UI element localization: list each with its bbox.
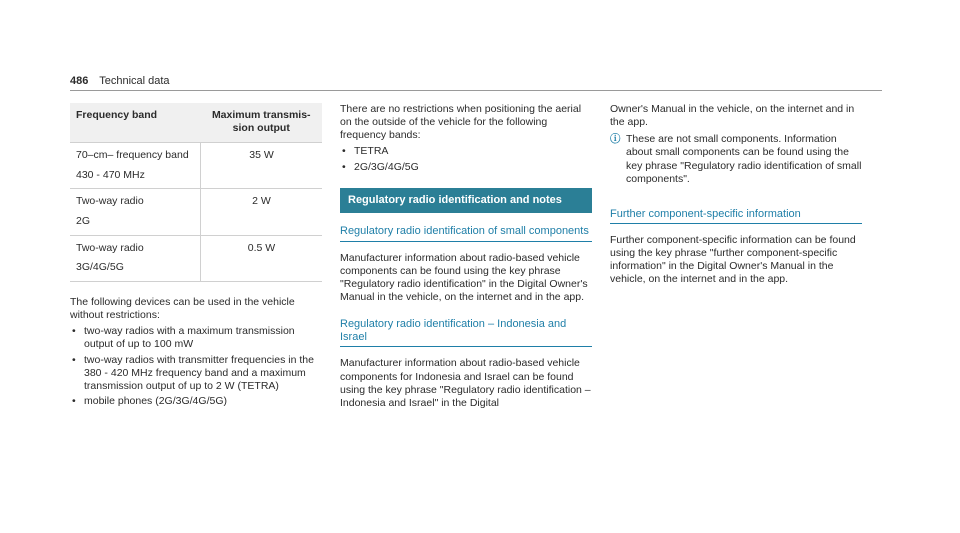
page-header — [70, 75, 170, 89]
table-row — [70, 235, 322, 281]
list-item-text: 2G/3G/4G/5G — [354, 160, 419, 173]
subheading-further-info: Further component-specific information — [610, 208, 862, 224]
band-cell — [70, 235, 201, 281]
bands-list — [340, 145, 592, 173]
output-cell: 35 W — [201, 143, 323, 189]
column-3 — [610, 103, 862, 286]
band-name: Two-way radio — [76, 241, 144, 254]
subheading-small-components: Regulatory radio identification of small components — [340, 225, 592, 241]
band-range: 430 - 470 MHz — [76, 168, 145, 181]
list-item-text: mobile phones (2G/3G/4G/5G) — [84, 394, 227, 407]
info-note — [610, 133, 862, 186]
page-number: 486 — [70, 75, 89, 87]
small-components-text: Manufacturer information about radio-based vehicle components can be found using the key phrase "Regulatory radio identification" in the Digital Owner's Manual in the vehicle, on the internet and in the app. — [340, 251, 588, 303]
band-cell — [70, 189, 201, 235]
output-cell: 0.5 W — [201, 235, 323, 281]
bullet-icon: • — [72, 394, 76, 407]
list-item — [340, 145, 592, 158]
list-item — [340, 161, 592, 174]
band-cell — [70, 143, 201, 189]
header-max-output-line1: Maximum transmis- — [211, 109, 311, 121]
bullet-icon: • — [72, 325, 76, 338]
band-range: 3G/4G/5G — [76, 261, 124, 274]
bullet-icon: • — [342, 160, 346, 173]
continued-text: Owner's Manual in the vehicle, on the internet and in the app. — [610, 103, 855, 129]
column-2 — [340, 103, 592, 410]
header-divider — [70, 90, 882, 91]
frequency-table — [70, 103, 322, 282]
further-info-text: Further component-specific information can be found using the key phrase "further component-specific information" in the Digital Owner's Manual in the vehicle, on the internet and in the app. — [610, 233, 856, 286]
bullet-icon: • — [72, 353, 76, 366]
table-row — [70, 143, 322, 189]
devices-list — [70, 325, 322, 408]
section-title: Technical data — [99, 75, 170, 87]
list-item-text: two-way radios with a maximum transmission output of up to 100 mW — [84, 325, 295, 351]
header-max-output — [201, 103, 323, 143]
table-header-row — [70, 103, 322, 143]
list-item-text: TETRA — [354, 145, 389, 158]
section-band-heading: Regulatory radio identification and notes — [340, 188, 592, 214]
column-1 — [70, 103, 322, 410]
info-icon: ⓘ — [610, 133, 621, 146]
list-item — [70, 354, 322, 393]
bullet-icon: • — [342, 145, 346, 158]
indonesia-israel-text: Manufacturer information about radio-based vehicle components for Indonesia and Israel can be found using the key phrase "Regulatory radio identification – Indonesia and Israel" in the Digital — [340, 357, 591, 409]
band-range: 2G — [76, 215, 91, 228]
list-item-text: two-way radios with transmitter frequencies in the 380 - 420 MHz frequency band and a maximum transmission output of up to 2 W (TETRA) — [84, 353, 314, 392]
band-name: 70–cm– frequency band — [76, 149, 189, 162]
info-note-text: These are not small components. Information about small components can be found using the key phrase "Regulatory radio identification of small components". — [626, 133, 862, 185]
output-cell: 2 W — [201, 189, 323, 235]
list-item — [70, 325, 322, 351]
subheading-indonesia-israel: Regulatory radio identification – Indonesia and Israel — [340, 318, 592, 347]
band-name: Two-way radio — [76, 195, 144, 208]
devices-intro: The following devices can be used in the vehicle without restrictions: — [70, 296, 295, 322]
header-frequency-band: Frequency band — [70, 103, 201, 143]
header-max-output-line2: sion output — [232, 121, 290, 134]
list-item — [70, 395, 322, 408]
table-row — [70, 189, 322, 235]
aerial-intro: There are no restrictions when positioning the aerial on the outside of the vehicle for the following frequency bands: — [340, 103, 582, 142]
